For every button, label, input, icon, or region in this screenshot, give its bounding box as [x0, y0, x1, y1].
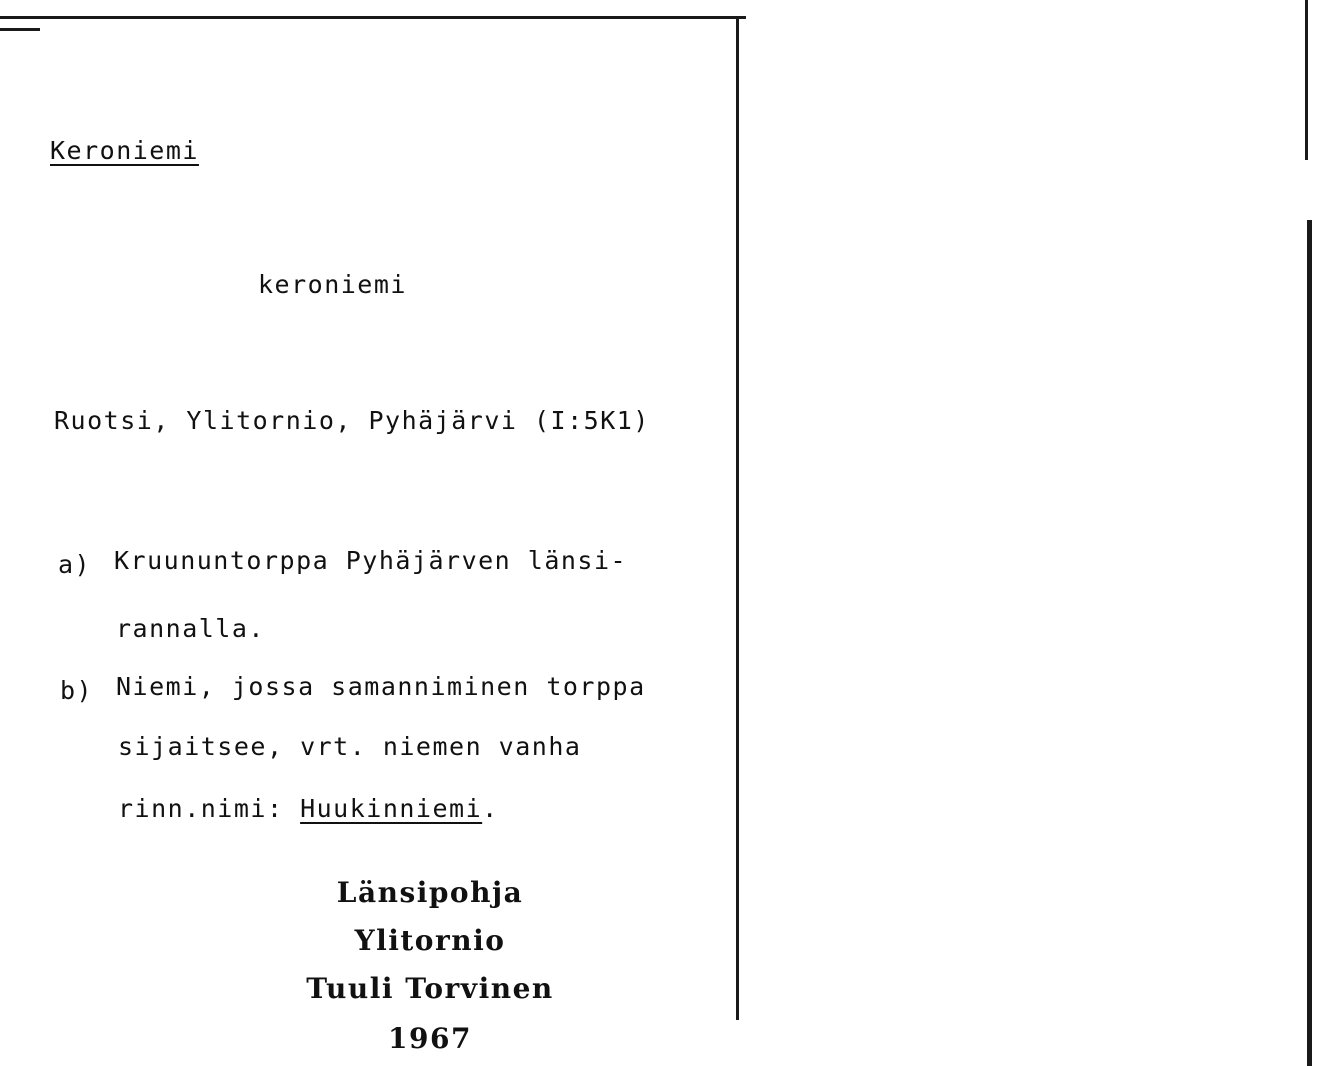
item-b-line-1: Niemi, jossa samanniminen torppa — [116, 672, 646, 701]
place-name-link: Huukinniemi — [300, 794, 483, 823]
item-b-line-3-suffix: . — [482, 794, 499, 823]
item-a-marker: a) — [58, 550, 92, 579]
card-location: Ruotsi, Ylitornio, Pyhäjärvi (I:5K1) — [54, 406, 650, 435]
card-top-border — [0, 16, 746, 19]
item-a-line-1: Kruununtorppa Pyhäjärven länsi- — [114, 546, 628, 575]
card-right-border — [736, 18, 739, 1020]
footer-year: 1967 — [388, 1022, 472, 1055]
item-b-line-3-prefix: rinn.nimi: — [118, 794, 301, 823]
item-b-line-2: sijaitsee, vrt. niemen vanha — [118, 732, 582, 761]
card-title: Keroniemi — [50, 136, 199, 165]
card-top-border-left — [0, 28, 40, 31]
scan-edge-bottom — [1307, 220, 1312, 1066]
item-b-line-3 — [118, 794, 499, 823]
scan-edge-top — [1305, 0, 1308, 160]
footer-region: Länsipohja — [336, 876, 524, 909]
item-a-line-2: rannalla. — [116, 614, 265, 643]
footer-collector: Tuuli Torvinen — [306, 972, 554, 1005]
footer-parish: Ylitornio — [354, 924, 506, 957]
card-form: keroniemi — [258, 270, 407, 299]
item-b-marker: b) — [60, 676, 94, 705]
